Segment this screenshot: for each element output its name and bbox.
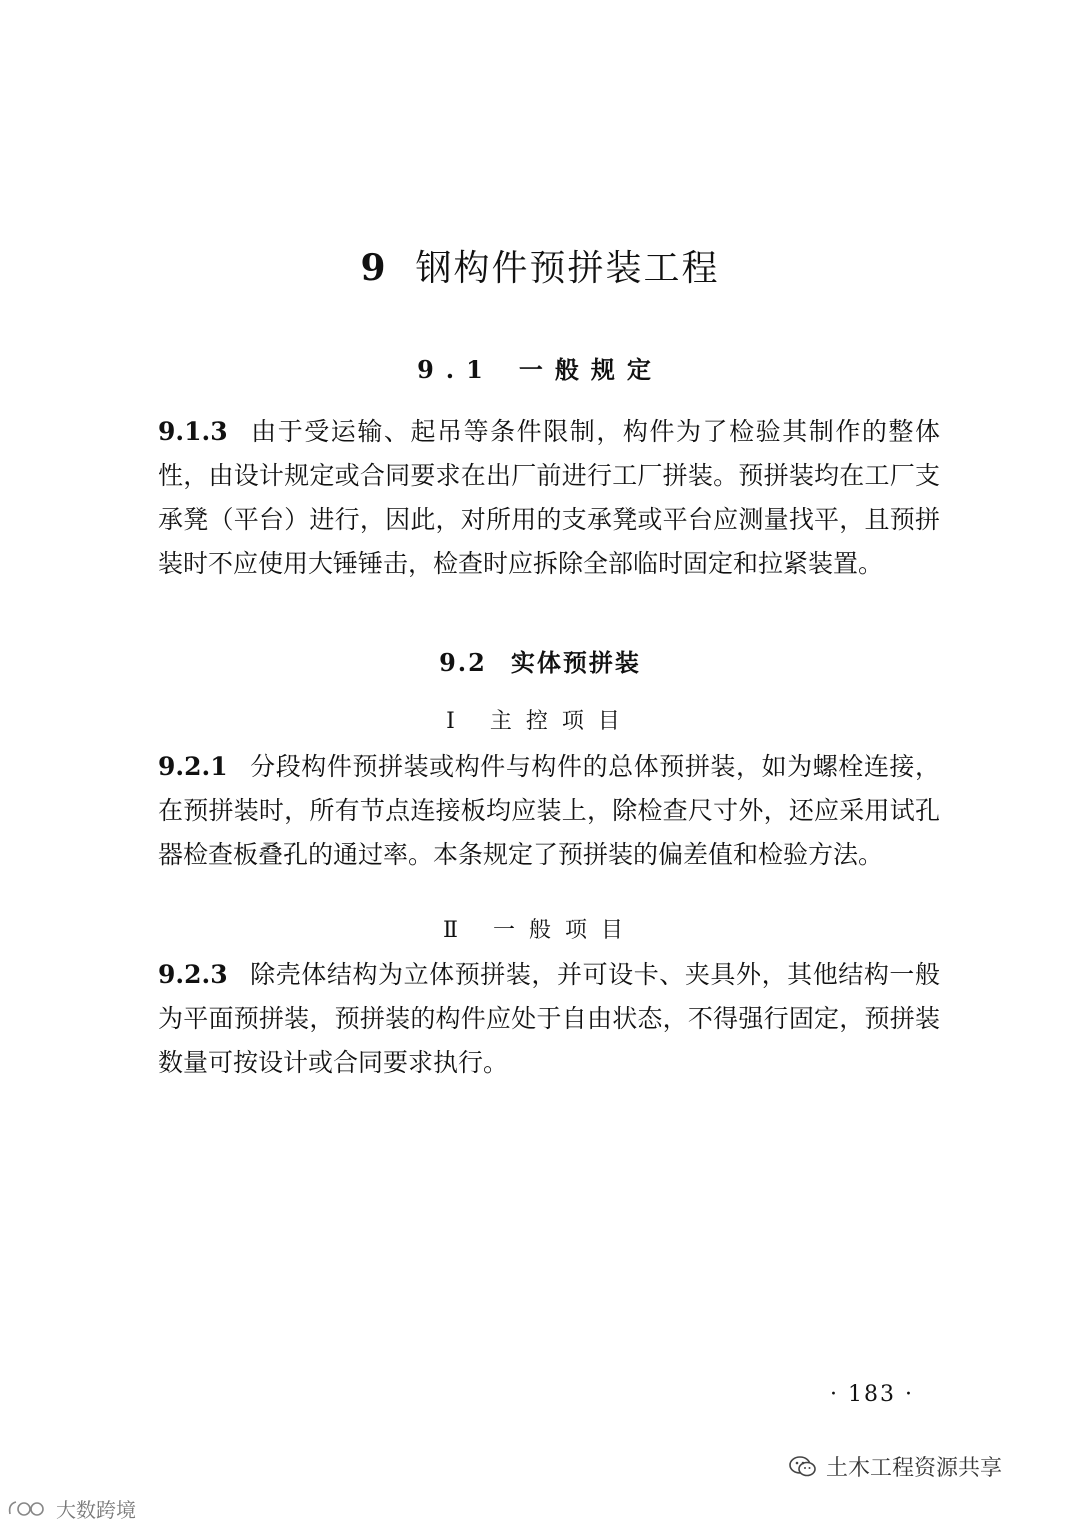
chapter-number: 9: [360, 247, 388, 289]
page-number: · 183 ·: [830, 1382, 914, 1407]
chapter-title-text: 钢构件预拼装工程: [415, 248, 720, 289]
watermark-right-text: 土木工程资源共享: [826, 1456, 1003, 1481]
watermark-left-text: 大数跨境: [56, 1498, 136, 1522]
clause-9-1-3: [158, 410, 940, 586]
clause-9-2-1: [158, 745, 940, 877]
subhead-general-items: Ⅱ 一般项目: [443, 918, 637, 943]
watermark-left: [6, 1494, 136, 1523]
clause-text: 分段构件预拼装或构件与构件的总体预拼装，如为螺栓连接，在预拼装时，所有节点连接板均应装上，除检查尺寸外，还应采用试孔器检查板叠孔的通过率。本条规定了预拼装的偏差值和检验方法。: [158, 752, 940, 869]
subhead-main-items: Ⅰ 主控项目: [446, 709, 634, 734]
chapter-title: [0, 240, 1080, 291]
clause-text: 除壳体结构为立体预拼装，并可设卡、夹具外，其他结构一般为平面预拼装，预拼装的构件应处于自由状态，不得强行固定，预拼装数量可按设计或合同要求执行。: [158, 960, 940, 1077]
clause-number: 9.2.1: [158, 752, 228, 781]
section-9-2-heading: [0, 643, 1080, 678]
section-title-text: 实体预拼装: [510, 649, 641, 677]
section-number: 9.1: [417, 355, 495, 384]
watermark-right: [788, 1451, 1002, 1482]
section-9-1-heading: [0, 350, 1080, 385]
section-number: 9.2: [439, 648, 487, 677]
section-title-text: 一般规定: [518, 356, 663, 384]
clause-number: 9.2.3: [158, 960, 228, 989]
clause-text: 由于受运输、起吊等条件限制，构件为了检验其制作的整体性，由设计规定或合同要求在出厂前进行工厂拼装。预拼装均在工厂支承凳（平台）进行，因此，对所用的支承凳或平台应测量找平，且预拼装时不应使用大锤锤击，检查时应拆除全部临时固定和拉紧装置。: [158, 417, 940, 578]
brand-logo-icon: [6, 1498, 50, 1520]
clause-9-2-3: [158, 953, 940, 1085]
clause-number: 9.1.3: [158, 417, 228, 446]
wechat-icon: [788, 1454, 818, 1480]
